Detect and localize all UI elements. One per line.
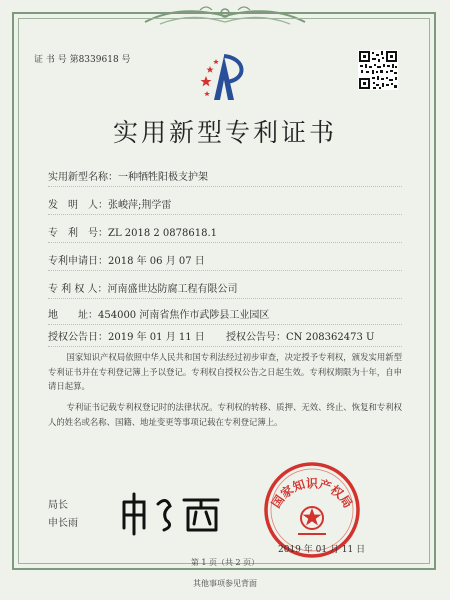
- page-number: 第 1 页（共 2 页）: [190, 558, 260, 567]
- patentee-label: 专 利 权 人：: [48, 284, 108, 295]
- patentee-field: [48, 280, 238, 295]
- certificate-number: 证 书 号 第8339618 号: [34, 55, 131, 65]
- address-value: 454000 河南省焦作市武陟县工业园区: [98, 310, 270, 321]
- filing-date-value: 2018 年 06 月 07 日: [108, 256, 205, 267]
- back-note: 其他事项参见背面: [193, 579, 257, 588]
- utility-model-name-label: 实用新型名称：: [48, 172, 118, 183]
- grant-number-field: [226, 328, 374, 343]
- filing-date-label: 专利申请日：: [48, 256, 108, 267]
- certificate-paragraph-1: 国家知识产权局依照中华人民共和国专利法经过初步审查，决定授予专利权，颁发实用新型专利证书并在专利登记簿上予以登记。专利权自授权公告之日起生效。专利权期限为十年，自申请日起算。: [48, 352, 402, 391]
- filing-date-field: [48, 252, 205, 267]
- inventor-value: 张峻萍;荆学雷: [108, 200, 172, 211]
- qr-code-icon: [358, 50, 398, 90]
- divider: [48, 346, 402, 347]
- handwritten-signature-icon: [118, 490, 228, 536]
- divider: [48, 270, 402, 271]
- patent-number-label: 专 利 号：: [48, 228, 108, 239]
- divider: [48, 324, 402, 325]
- grant-date-label: 授权公告日：: [48, 332, 108, 343]
- inventor-field: [48, 196, 171, 211]
- cnipa-logo-icon: [196, 50, 252, 106]
- grant-date-field: [48, 328, 205, 343]
- inventor-label: 发 明 人：: [48, 200, 108, 211]
- director-title: 局长: [48, 500, 68, 511]
- divider: [48, 298, 402, 299]
- address-field: [48, 306, 269, 321]
- seal-date: 2019 年 01 月 11 日: [278, 545, 366, 555]
- patentee-value: 河南盛世达防腐工程有限公司: [107, 284, 238, 295]
- utility-model-name-value: 一种牺牲阳极支护架: [118, 172, 208, 183]
- seal-text: 国家知识产权局: [268, 476, 356, 511]
- divider: [48, 242, 402, 243]
- director-name: 申长雨: [48, 518, 78, 529]
- certificate-paragraph-2: 专利证书记载专利权登记时的法律状况。专利权的转移、质押、无效、终止、恢复和专利权人的姓名或名称、国籍、地址变更等事项记载在专利登记簿上。: [48, 402, 402, 427]
- utility-model-name-field: [48, 168, 208, 183]
- address-label: 地 址：: [48, 310, 98, 321]
- grant-date-value: 2019 年 01 月 11 日: [108, 332, 205, 343]
- svg-text:国家知识产权局: [269, 476, 355, 511]
- patent-number-field: [48, 224, 217, 239]
- grant-number-label: 授权公告号：: [226, 332, 286, 343]
- page-title: 实用新型专利证书: [112, 118, 337, 147]
- divider: [48, 186, 402, 187]
- divider: [48, 214, 402, 215]
- grant-number-value: CN 208362473 U: [286, 332, 375, 343]
- patent-number-value: ZL 2018 2 0878618.1: [108, 228, 218, 239]
